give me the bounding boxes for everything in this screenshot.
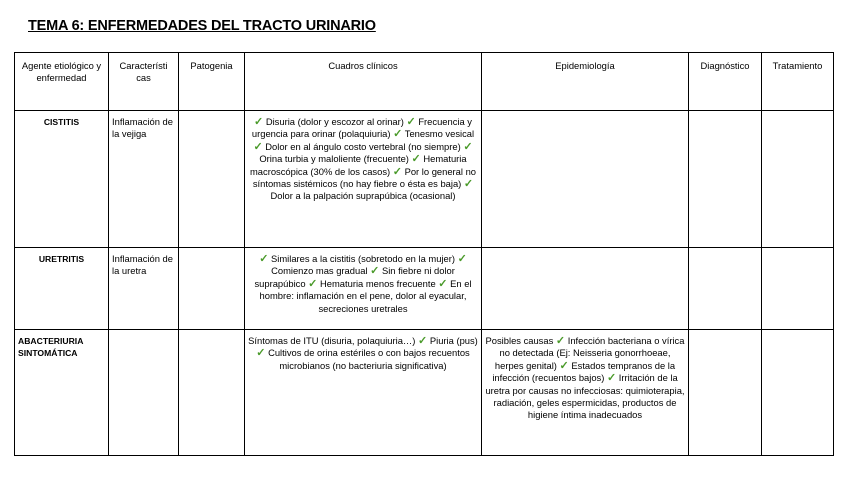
uretritis-diagnostico xyxy=(689,248,762,330)
uretritis-cuadro-item: Similares a la cistitis (sobretodo en la mujer) xyxy=(271,253,455,264)
uretritis-cuadro-item: En el hombre: inflamación en el pene, dolor al eyacular, secreciones uretrales xyxy=(259,277,472,314)
abacteriuria-epi-item: Estados tempranos de la infección (recuentos bajos) xyxy=(492,359,676,384)
uretritis-cuadro-item: Comienzo mas gradual xyxy=(271,265,368,277)
check-icon: ✓ xyxy=(463,140,473,153)
abacteriuria-cuadro-item: Cultivos de orina estériles o con bajos recuentos microbianos (no bacteriuria significativa) xyxy=(268,347,470,371)
header-cuadros-clinicos: Cuadros clínicos xyxy=(245,53,482,111)
table-row-abacteriuria xyxy=(15,330,834,456)
abacteriuria-agent: ABACTERIURIA SINTOMÁTICA xyxy=(15,330,109,456)
cistitis-agent: CISTITIS xyxy=(15,111,109,248)
header-diagnostico: Diagnóstico xyxy=(689,53,762,111)
header-epidemiologia: Epidemiología xyxy=(482,53,689,111)
uretritis-tratamiento xyxy=(762,248,834,330)
abacteriuria-epi-item: Infección bacteriana o vírica no detectada (Ej: Neisseria gonorrhoeae, herpes genital) xyxy=(494,335,685,371)
check-icon: ✓ xyxy=(253,140,263,153)
page-title: TEMA 6: ENFERMEDADES DEL TRACTO URINARIO xyxy=(28,18,376,34)
check-icon: ✓ xyxy=(457,253,467,265)
cistitis-tratamiento xyxy=(762,111,834,248)
check-icon: ✓ xyxy=(463,178,474,191)
check-icon: ✓ xyxy=(370,265,380,278)
cistitis-cuadro-item: Dolor en al ángulo costo vertebral (no siempre) xyxy=(265,140,461,152)
uretritis-patogenia xyxy=(179,248,245,330)
abacteriuria-cuadro-intro: Síntomas de ITU (disuria, polaquiuria…) xyxy=(248,335,416,346)
uretritis-cuadro-item: Hematuria menos frecuente xyxy=(320,277,436,289)
check-icon: ✓ xyxy=(393,128,403,141)
header-caracteristicas: Característi cas xyxy=(109,53,179,111)
check-icon: ✓ xyxy=(438,277,448,290)
cistitis-cuadro-item: Orina turbia y maloliente (frecuente) xyxy=(259,153,409,165)
uretritis-caracteristicas: Inflamación de la uretra xyxy=(109,248,179,330)
abacteriuria-epidemiologia xyxy=(482,330,689,456)
uretritis-cuadros xyxy=(245,248,482,330)
cistitis-diagnostico xyxy=(689,111,762,248)
abacteriuria-caracteristicas xyxy=(109,330,179,456)
cistitis-cuadro-item: Por lo general no síntomas sistémicos (no hay fiebre o ésta es baja) xyxy=(252,165,476,190)
table-row-cistitis xyxy=(15,111,834,248)
header-tratamiento: Tratamiento xyxy=(762,53,834,111)
abacteriuria-tratamiento xyxy=(762,330,834,456)
cistitis-cuadro-item: Dolor a la palpación suprapúbica (ocasional) xyxy=(270,190,456,202)
abacteriuria-patogenia xyxy=(179,330,245,456)
cistitis-cuadro-item: Frecuencia y urgencia para orinar (polaquiuria) xyxy=(251,116,472,140)
cistitis-cuadros xyxy=(245,111,482,248)
cistitis-patogenia xyxy=(179,111,245,248)
abacteriuria-epi-intro: Posibles causas xyxy=(485,335,554,346)
check-icon: ✓ xyxy=(559,359,569,372)
check-icon: ✓ xyxy=(308,277,318,290)
abacteriuria-cuadro-item: Piuria (pus) xyxy=(429,335,478,346)
check-icon: ✓ xyxy=(259,253,269,265)
abacteriuria-cuadros xyxy=(245,330,482,456)
check-icon: ✓ xyxy=(411,153,421,166)
check-icon: ✓ xyxy=(418,335,428,347)
abacteriuria-epi-item: Irritación de la uretra por causas no infecciosas: quimioterapia, radiación, geles espermicidas, productos de higiene íntima inadecuados xyxy=(485,372,685,421)
cistitis-cuadro-item: Hematuria macroscópica (30% de los casos) xyxy=(249,153,467,177)
check-icon: ✓ xyxy=(606,372,617,385)
cistitis-epidemiologia xyxy=(482,111,689,248)
check-icon: ✓ xyxy=(253,116,264,128)
table-row-uretritis xyxy=(15,248,834,330)
check-icon: ✓ xyxy=(256,347,266,360)
header-patogenia: Patogenia xyxy=(179,53,245,111)
table-header-row xyxy=(15,53,834,111)
diseases-table xyxy=(14,52,834,456)
check-icon: ✓ xyxy=(555,335,566,347)
check-icon: ✓ xyxy=(406,116,416,128)
abacteriuria-diagnostico xyxy=(689,330,762,456)
uretritis-epidemiologia xyxy=(482,248,689,330)
uretritis-agent: URETRITIS xyxy=(15,248,109,330)
cistitis-cuadro-item: Tenesmo vesical xyxy=(404,128,475,140)
cistitis-caracteristicas: Inflamación de la vejiga xyxy=(109,111,179,248)
header-agent: Agente etiológico y enfermedad xyxy=(15,53,109,111)
check-icon: ✓ xyxy=(392,165,402,178)
uretritis-cuadro-item: Sin fiebre ni dolor suprapúbico xyxy=(254,265,455,289)
cistitis-cuadro-item: Disuria (dolor y escozor al orinar) xyxy=(265,116,404,127)
